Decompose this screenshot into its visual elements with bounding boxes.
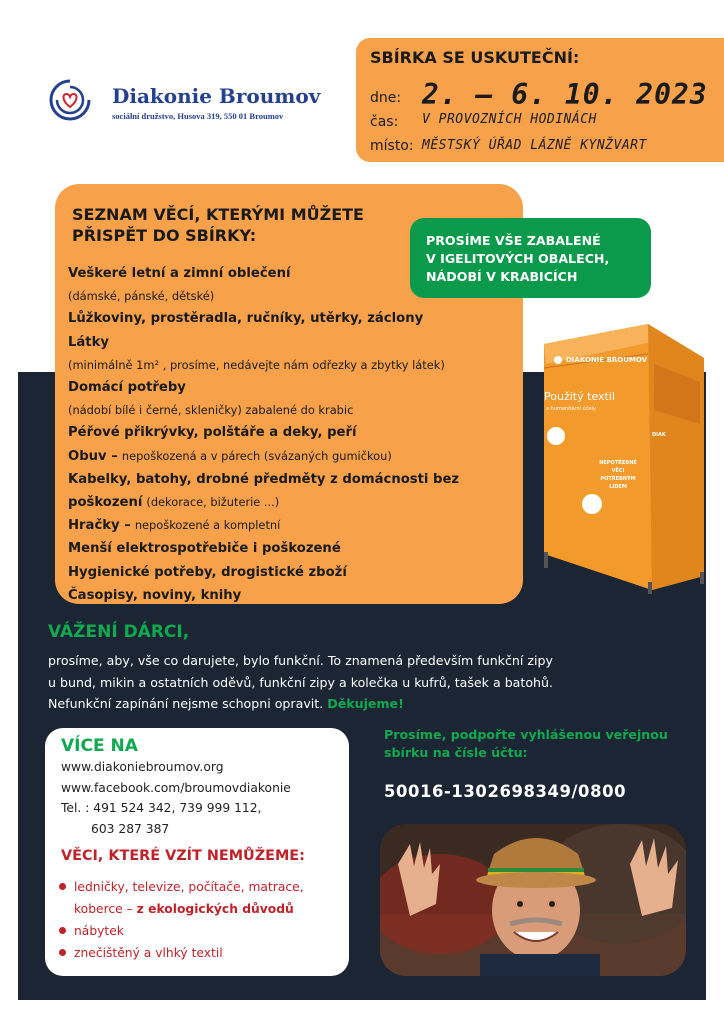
list-item: Péřové přikrývky, polštáře a deky, peří bbox=[68, 425, 357, 441]
organization-name: Diakonie Broumov bbox=[112, 84, 321, 108]
place-label: místo: bbox=[370, 138, 414, 154]
organization-address: sociální družstvo, Husova 319, 550 01 Broumov bbox=[112, 111, 284, 121]
bullet-icon bbox=[59, 883, 66, 890]
support-request: Prosíme, podpořte vyhlášenou veřejnou sbírku na čísle účtu: bbox=[384, 727, 668, 760]
list-item: Domácí potřeby bbox=[68, 380, 186, 396]
date-label: dne: bbox=[370, 90, 402, 106]
date-value: 2. – 6. 10. 2023 bbox=[422, 78, 708, 111]
bullet-icon bbox=[59, 949, 66, 956]
bank-account-number: 50016-1302698349/0800 bbox=[384, 782, 627, 801]
time-value: V PROVOZNÍCH HODINÁCH bbox=[422, 112, 597, 127]
badge-icon bbox=[547, 427, 565, 445]
bin-brand: DIAKONIE BROUMOV bbox=[566, 356, 648, 364]
bin-front-line: VĚCI bbox=[611, 468, 625, 474]
list-item-note: (nádobí bílé i černé, skleničky) zabalené do krabic bbox=[68, 403, 354, 418]
list-item: Hygienické potřeby, drogistické zboží bbox=[68, 564, 347, 580]
not-accepted-item-cont: koberce – z ekologických důvodů bbox=[74, 902, 294, 916]
list-item: Hračky – nepoškozené a kompletní bbox=[68, 518, 281, 534]
list-item: Veškeré letní a zimní oblečení bbox=[68, 266, 291, 281]
phone-number-extra: 603 287 387 bbox=[91, 822, 170, 836]
place-value: MĚSTSKÝ ÚŘAD LÁZNĚ KYNŽVART bbox=[422, 138, 647, 153]
contact-box bbox=[45, 728, 349, 976]
list-item-note: (minimálně 1m² , prosíme, nedávejte nám odřezky a zbytky látek) bbox=[68, 357, 445, 372]
list-item: Obuv – nepoškozená a v párech (svázaných gumičkou) bbox=[68, 448, 392, 464]
bin-sublabel: a humanitární účely bbox=[546, 406, 596, 412]
list-item: Kabelky, batohy, drobné předměty z domácnosti bez bbox=[68, 471, 460, 487]
list-item: Látky bbox=[68, 334, 109, 350]
list-item: Časopisy, noviny, knihy bbox=[68, 587, 242, 603]
list-item: poškození (dekorace, bižuterie ...) bbox=[68, 495, 280, 511]
packing-notice: PROSÍME VŠE ZABALENÉ V IGELITOVÝCH OBALECH, NÁDOBÍ V KRABICÍCH bbox=[410, 218, 651, 298]
donor-text: prosíme, aby, vše co darujete, bylo funkční. To znamená především funkční zipy u bund, mikin a ostatních oděvů, funkční zipy a kolečka u kufrů, tašek a batohů. Nefunkční zapínání nejsme schopni opravit. Děkujeme! bbox=[48, 653, 554, 711]
donation-items bbox=[68, 262, 518, 607]
donor-heading: VÁŽENÍ DÁRCI, bbox=[48, 622, 190, 642]
not-accepted-item: ledničky, televize, počítače, matrace, bbox=[59, 880, 304, 894]
list-heading: SEZNAM VĚCÍ, KTERÝMI MŮŽETE PŘISPĚT DO SBÍRKY: bbox=[72, 205, 364, 245]
collection-bin-illustration bbox=[538, 324, 710, 596]
event-title: SBÍRKA SE USKUTEČNÍ: bbox=[370, 48, 580, 67]
facebook-link[interactable]: www.facebook.com/broumovdiakonie bbox=[61, 781, 291, 795]
man-with-hat-photo bbox=[380, 824, 686, 976]
bin-front-line: NEPOTŘEBNÉ bbox=[599, 460, 637, 466]
not-accepted-heading: VĚCI, KTERÉ VZÍT NEMŮŽEME: bbox=[61, 848, 305, 864]
bullet-icon bbox=[59, 927, 66, 934]
brand-dot-icon bbox=[554, 356, 562, 364]
list-item: Lůžkoviny, prostěradla, ručníky, utěrky, záclony bbox=[68, 311, 424, 327]
bin-front-line: POTŘEBNÝM bbox=[600, 476, 636, 482]
bin-front-line: LIDEM bbox=[609, 484, 627, 490]
bin-side-label: DIAK bbox=[652, 432, 666, 438]
list-item: Menší elektrospotřebiče i poškozené bbox=[68, 541, 341, 557]
list-item-note: (dámské, pánské, dětské) bbox=[68, 289, 215, 304]
donor-message bbox=[48, 622, 668, 715]
not-accepted-item: znečištěný a vlhký textil bbox=[59, 946, 223, 960]
contact-heading: VÍCE NA bbox=[61, 736, 138, 756]
not-accepted-item: nábytek bbox=[59, 924, 124, 938]
website-link[interactable]: www.diakoniebroumov.org bbox=[61, 760, 224, 774]
diakonie-logo bbox=[48, 76, 348, 136]
phone-numbers: Tel. : 491 524 342, 739 999 112, bbox=[61, 801, 262, 815]
bin-label: Použitý textil bbox=[544, 390, 615, 403]
heart-badge-icon bbox=[582, 494, 602, 514]
heart-logo-icon bbox=[48, 78, 92, 122]
event-info-box bbox=[356, 38, 724, 162]
time-label: čas: bbox=[370, 114, 399, 130]
